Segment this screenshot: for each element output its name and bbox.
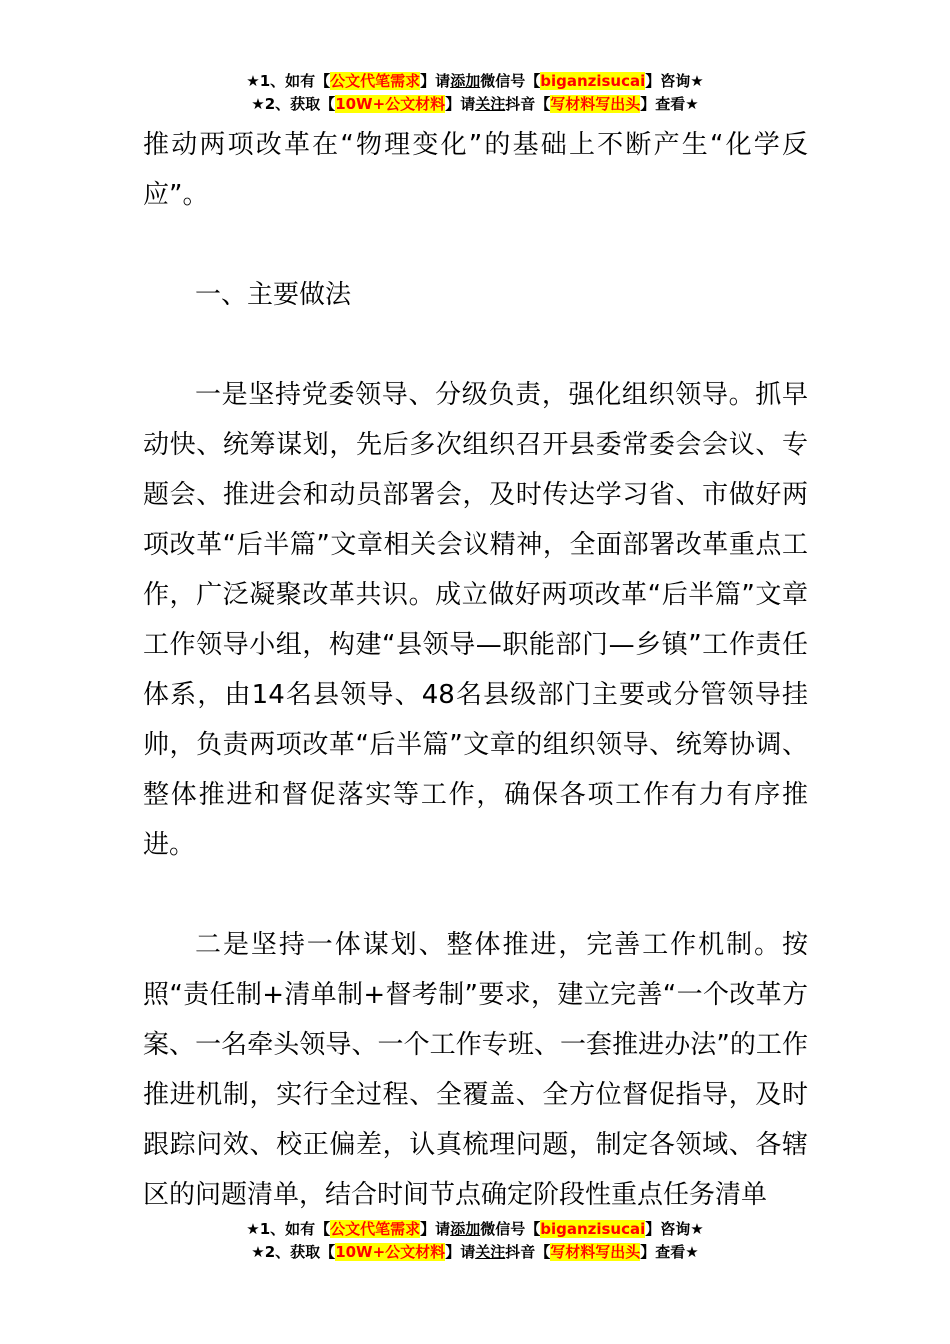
banner-douyin-id: 写材料写出头 (550, 95, 641, 113)
banner-line-2: ★2、获取【10W+公文材料】请关注抖音【写材料写出头】查看★ (251, 1243, 699, 1261)
paragraph-spacer (143, 870, 808, 920)
banner-highlight: 公文代笔需求 (330, 72, 421, 90)
banner-line-2: ★2、获取【10W+公文材料】请关注抖音【写材料写出头】查看★ (251, 95, 699, 113)
banner-wechat-id: biganzisucai (540, 72, 646, 90)
paragraph-spacer (143, 320, 808, 370)
banner-line-1: ★1、如有【公文代笔需求】请添加微信号【biganzisucai】咨询★ (246, 1220, 704, 1238)
banner-line-1: ★1、如有【公文代笔需求】请添加微信号【biganzisucai】咨询★ (246, 72, 704, 90)
banner-highlight: 公文代笔需求 (330, 1220, 421, 1238)
footer-banner (0, 1218, 950, 1264)
intro-paragraph: 推动两项改革在“物理变化”的基础上不断产生“化学反应”。 (143, 130, 808, 210)
paragraph-spacer (143, 220, 808, 270)
banner-highlight: 10W+公文材料 (335, 1243, 446, 1261)
banner-highlight: 10W+公文材料 (335, 95, 446, 113)
section-heading: 一、主要做法 (195, 280, 352, 310)
banner-douyin-id: 写材料写出头 (550, 1243, 641, 1261)
body-paragraph-1: 一是坚持党委领导、分级负责，强化组织领导。抓早动快、统筹谋划，先后多次组织召开县委常委会会议、专题会、推进会和动员部署会，及时传达学习省、市做好两项改革“后半篇”文章相关会议精神，全面部署改革重点工作，广泛凝聚改革共识。成立做好两项改革“后半篇”文章工作领导小组，构建“县领导—职能部门—乡镇”工作责任体系，由14名县领导、48名县级部门主要或分管领导挂帅，负责两项改革“后半篇”文章的组织领导、统筹协调、整体推进和督促落实等工作，确保各项工作有力有序推进。 (143, 380, 808, 860)
banner-wechat-id: biganzisucai (540, 1220, 646, 1238)
document-body (143, 120, 808, 1220)
body-paragraph-2: 二是坚持一体谋划、整体推进，完善工作机制。按照“责任制+清单制+督考制”要求，建立完善“一个改革方案、一名牵头领导、一个工作专班、一套推进办法”的工作推进机制，实行全过程、全覆盖、全方位督促指导，及时跟踪问效、校正偏差，认真梳理问题，制定各领域、各辖区的问题清单，结合时间节点确定阶段性重点任务清单 (143, 930, 808, 1210)
header-banner (0, 70, 950, 116)
